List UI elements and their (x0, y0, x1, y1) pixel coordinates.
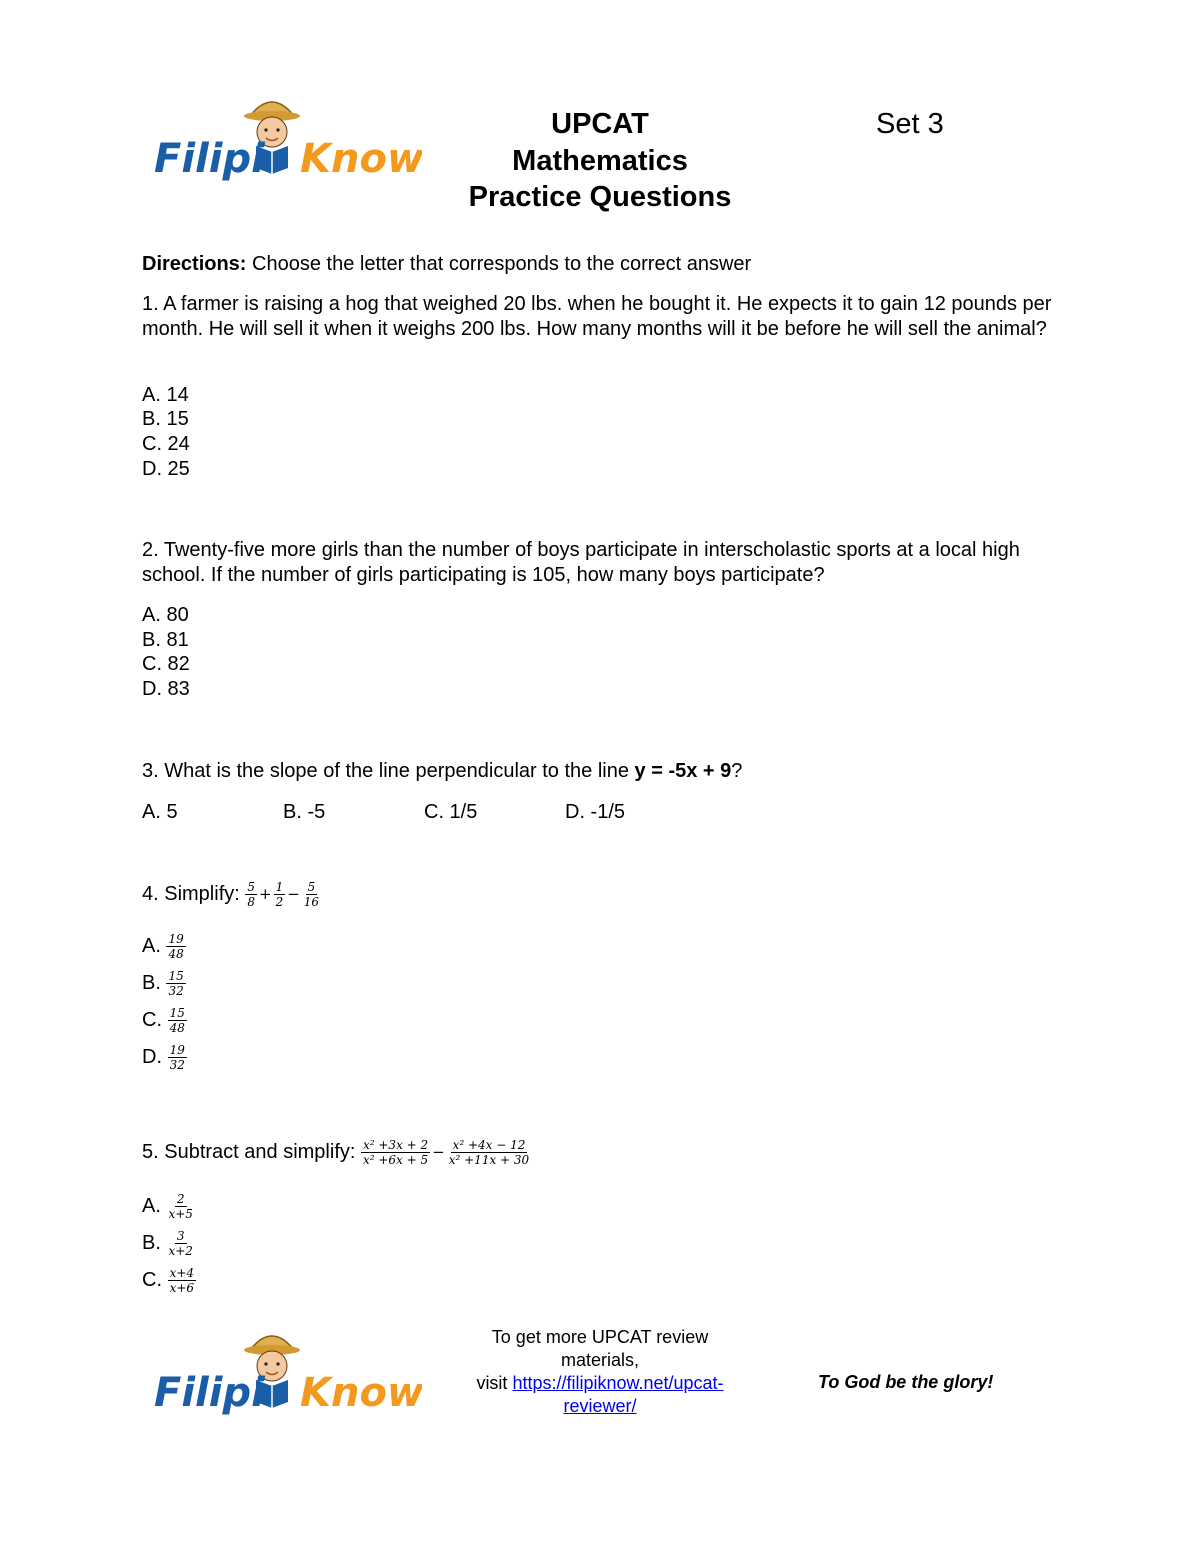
footer-logo-text-right: Know (300, 1370, 422, 1416)
question-1-text: 1. A farmer is raising a hog that weighed 20 lbs. when he bought it. He expects it to gain 12 pounds per month. He will sell it when it weighs 200 lbs. How many months will it be before he will sell the animal? (142, 293, 1052, 340)
footer-logo-text-left: Filipi (154, 1370, 265, 1416)
q5-option-a-fraction (166, 1192, 194, 1221)
q4-option-d (142, 1043, 187, 1072)
q5-option-b-fraction (166, 1229, 194, 1258)
q3-text-before: 3. What is the slope of the line perpendicular to the line (142, 760, 635, 782)
q4-option-b (142, 969, 186, 998)
q4-prefix: 4. Simplify: (142, 883, 246, 905)
q5-fraction-2-num: 𝑥² +4𝑥 − 12 (452, 1138, 526, 1152)
footer-link-part-2[interactable]: reviewer/ (563, 1396, 637, 1416)
footer-logo-graphic (152, 1322, 422, 1432)
q5-fraction-1-den: 𝑥² +6𝑥 + 5 (362, 1153, 429, 1167)
q4-fraction-1-num: 5 (247, 880, 255, 894)
footer-line-2: materials, (560, 1350, 640, 1370)
q4-fraction-2-den: 2 (275, 895, 284, 909)
q5-option-a (142, 1192, 195, 1221)
q4-option-c-letter: C. (142, 1009, 162, 1031)
q1-option-d: D. 25 (142, 458, 190, 480)
q3-option-b: B. -5 (283, 801, 326, 823)
q4-fraction-2-num: 1 (275, 880, 284, 894)
q4-option-a-den: 48 (168, 947, 184, 961)
q2-option-a: A. 80 (142, 604, 189, 626)
q4-option-c-num: 15 (169, 1006, 185, 1020)
q3-option-a: A. 5 (142, 801, 178, 823)
logo-text-left: Filipi (154, 136, 265, 182)
q5-option-a-den: 𝑥+5 (168, 1207, 193, 1221)
q4-option-d-den: 32 (169, 1058, 185, 1072)
q4-fraction-2 (274, 880, 286, 909)
footer-line-4 (440, 1395, 760, 1418)
q4-option-a (142, 932, 186, 961)
q4-fraction-3-num: 5 (307, 880, 316, 894)
q5-option-c-letter: C. (142, 1269, 162, 1291)
q4-operator-2: − (287, 885, 300, 903)
q4-fraction-1-den: 8 (247, 895, 255, 909)
q2-option-b: B. 81 (142, 629, 189, 651)
q3-option-d: D. -1/5 (565, 801, 626, 823)
q5-option-b-den: 𝑥+2 (168, 1244, 193, 1258)
title-mathematics: Mathematics (512, 145, 688, 177)
q4-option-b-den: 32 (168, 984, 184, 998)
q5-option-c (142, 1266, 196, 1295)
filipiknow-logo (152, 88, 422, 198)
directions-text: Choose the letter that corresponds to the correct answer (246, 253, 752, 275)
q3-option-c: C. 1/5 (424, 801, 478, 823)
q5-operator: − (432, 1143, 445, 1161)
q4-option-c-den: 48 (169, 1021, 185, 1035)
q3-text-after: ? (731, 760, 743, 782)
footer-review-note (440, 1326, 760, 1418)
question-4-text (142, 880, 321, 909)
q1-option-c: C. 24 (142, 433, 190, 455)
q4-option-d-fraction (168, 1043, 187, 1072)
q4-option-a-letter: A. (142, 935, 161, 957)
q4-option-c (142, 1006, 187, 1035)
logo-text-right: Know (300, 136, 422, 182)
q4-option-b-num: 15 (168, 969, 184, 983)
q4-option-d-num: 19 (169, 1043, 185, 1057)
footer-filipiknow-logo (152, 1322, 422, 1432)
q4-operator-1: + (259, 885, 272, 903)
q1-option-a: A. 14 (142, 384, 189, 406)
footer-line-3 (440, 1372, 760, 1395)
q5-option-c-num: 𝑥+4 (169, 1266, 195, 1280)
footer-glory: To God be the glory! (818, 1372, 994, 1392)
q4-option-a-fraction (166, 932, 185, 961)
q5-option-b (142, 1229, 195, 1258)
footer-line-1: To get more UPCAT review (491, 1327, 709, 1347)
q5-prefix: 5. Subtract and simplify: (142, 1141, 361, 1163)
q4-option-a-num: 19 (168, 932, 184, 946)
q5-fraction-1-num: 𝑥² +3𝑥 + 2 (362, 1138, 429, 1152)
q5-option-a-letter: A. (142, 1195, 161, 1217)
filipiknow-logo-graphic (152, 88, 422, 198)
q4-option-b-letter: B. (142, 972, 161, 994)
footer-visit: visit (476, 1373, 513, 1393)
q5-fraction-2-den: 𝑥² +11𝑥 + 30 (448, 1153, 530, 1167)
q4-fraction-3 (302, 880, 321, 909)
q4-option-b-fraction (166, 969, 185, 998)
question-2-text: 2. Twenty-five more girls than the number of boys participate in interscholastic sports at a local high school. If the number of girls participating is 105, how many boys participate? (142, 539, 1020, 586)
title-practice-questions: Practice Questions (468, 181, 732, 213)
q4-option-c-fraction (168, 1006, 187, 1035)
q3-equation: y = -5x + 9 (634, 760, 732, 782)
q1-option-b: B. 15 (142, 408, 189, 430)
q5-option-b-num: 3 (176, 1229, 185, 1243)
q5-fraction-2 (447, 1138, 531, 1167)
q4-option-d-letter: D. (142, 1046, 162, 1068)
q5-fraction-1 (361, 1138, 430, 1167)
question-5-text (142, 1138, 531, 1167)
directions (142, 252, 751, 277)
footer-link-part-1[interactable]: https://filipiknow.net/upcat- (512, 1373, 724, 1393)
question-3-text (142, 759, 1052, 784)
title-upcat: UPCAT (551, 108, 649, 140)
q2-option-c: C. 82 (142, 653, 190, 675)
q5-option-a-num: 2 (176, 1192, 185, 1206)
q5-option-c-fraction (168, 1266, 196, 1295)
directions-label: Directions: (142, 253, 247, 275)
set-label: Set 3 (876, 108, 944, 140)
q5-option-c-den: 𝑥+6 (169, 1281, 195, 1295)
q4-fraction-3-den: 16 (303, 895, 320, 909)
q5-option-b-letter: B. (142, 1232, 161, 1254)
q4-fraction-1 (245, 880, 257, 909)
q2-option-d: D. 83 (142, 678, 190, 700)
